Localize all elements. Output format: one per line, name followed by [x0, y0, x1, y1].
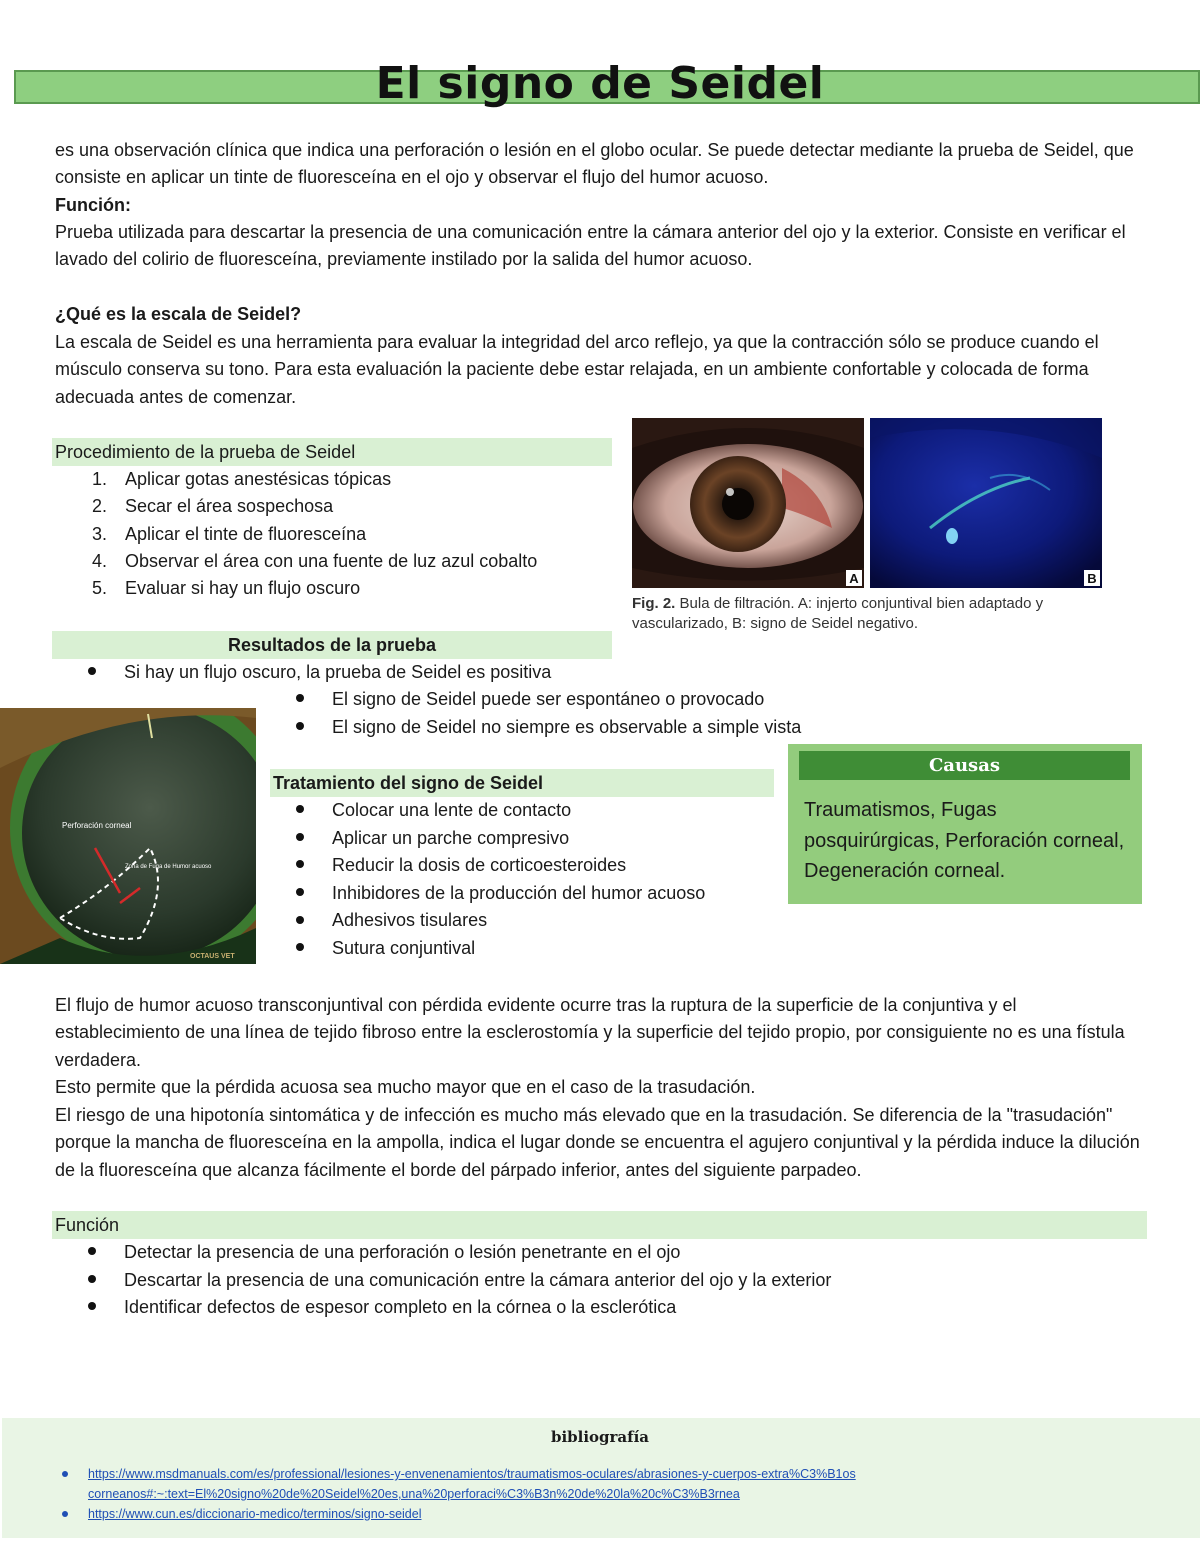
bullet-icon [296, 722, 304, 730]
perforacion-label: Perforación corneal [62, 821, 132, 830]
list-item: Sutura conjuntival [296, 935, 705, 963]
list-item: 1. Aplicar gotas anestésicas tópicas [91, 469, 392, 489]
list-item: 4. Observar el área con una fuente de luz azul cobalto [91, 550, 538, 571]
list-item: Reducir la dosis de corticoesteroides [296, 852, 705, 880]
eye-photo-b [870, 418, 1102, 588]
tratamiento-list [296, 797, 705, 963]
bullet-icon [88, 1302, 96, 1310]
funcion-paragraph: Prueba utilizada para descartar la presencia de una comunicación entre la cámara anterior del ojo y la exterior. Consiste en verificar el lavado del colirio de fluoresceína, previamente instilado por la salida del humor acuoso. [55, 222, 1126, 270]
list-item: Identificar defectos de espesor completo en la córnea o la esclerótica [88, 1294, 831, 1322]
funcion2-heading: Función [52, 1211, 1147, 1239]
funcion2-list [88, 1239, 831, 1322]
funcion-heading: Función: [55, 195, 131, 215]
bullet-icon [296, 888, 304, 896]
procedimiento-heading: Procedimiento de la prueba de Seidel [52, 438, 612, 466]
causas-heading: Causas [799, 751, 1130, 780]
biblio-link-2[interactable]: https://www.cun.es/diccionario-medico/terminos/signo-seidel [88, 1507, 422, 1521]
bibliografia-heading: bibliografía [550, 1428, 650, 1446]
bullet-icon [88, 1275, 96, 1283]
eye-closeup-photo [0, 708, 256, 964]
bullet-icon [296, 943, 304, 951]
fuga-label: Zona de Fuga de Humor acuoso [125, 864, 212, 870]
resultados-sublist [296, 686, 801, 741]
bullet-icon [62, 1471, 68, 1477]
figure-label-b: B [1087, 571, 1097, 586]
list-item: El signo de Seidel no siempre es observable a simple vista [296, 714, 801, 742]
figure-caption: Fig. 2. Bula de filtración. A: injerto conjuntival bien adaptado y vascularizado, B: signo de Seidel negativo. [632, 595, 1044, 632]
resultados-heading: Resultados de la prueba [52, 631, 612, 659]
list-item: 5. Evaluar si hay un flujo oscuro [91, 578, 361, 599]
eye-photo-a [632, 418, 864, 588]
page-title: El signo de Seidel [375, 58, 825, 109]
list-item: 2. Secar el área sospechosa [91, 496, 334, 517]
escala-paragraph: La escala de Seidel es una herramienta para evaluar la integridad del arco reflejo, ya que la contracción sólo se produce cuando el músculo conserva su tono. Para esta evaluación la paciente debe estar relajada, en un ambiente confortable y colocada de forma adecuada antes de comenzar. [55, 332, 1099, 407]
figure-label-a: A [849, 571, 859, 586]
list-item: Si hay un flujo oscuro, la prueba de Seidel es positiva [88, 659, 551, 687]
biblio-link-1[interactable]: https://www.msdmanuals.com/es/professional/lesiones-y-envenenamientos/traumatismos-oculares/abrasiones-y-cuerpos-extra%C3%B1os corneanos#:~:text=El%20signo%20de%20Seidel%20es,una%20perforaci%C3%B3n%20de%20la%20c%C3%B3rnea [88, 1467, 856, 1501]
bullet-icon [296, 694, 304, 702]
list-item: Detectar la presencia de una perforación o lesión penetrante en el ojo [88, 1239, 831, 1267]
bullet-icon [88, 1247, 96, 1255]
list-item: Adhesivos tisulares [296, 907, 705, 935]
bullet-icon [296, 860, 304, 868]
resultados-list [88, 659, 551, 687]
list-item: El signo de Seidel puede ser espontáneo o provocado [296, 686, 801, 714]
escala-heading: ¿Qué es la escala de Seidel? [55, 304, 302, 324]
body-paragraph-1: El flujo de humor acuoso transconjuntival con pérdida evidente ocurre tras la ruptura de la superficie de la conjuntiva y el establecimiento de una línea de tejido fibroso entre la esclerostomía y la superficie del tejido propio, por consiguiente no es una fístula verdadera. [55, 995, 1125, 1070]
list-item: Descartar la presencia de una comunicación entre la cámara anterior del ojo y la exterior [88, 1267, 831, 1295]
intro-paragraph: es una observación clínica que indica una perforación o lesión en el globo ocular. Se puede detectar mediante la prueba de Seidel, que consiste en aplicar un tinte de fluoresceína en el ojo y observar el flujo del humor acuoso. [55, 140, 1134, 188]
bullet-icon [296, 805, 304, 813]
tratamiento-heading: Tratamiento del signo de Seidel [270, 769, 774, 797]
watermark-logo: OCTAUS VET [190, 953, 235, 960]
body-paragraph-3: El riesgo de una hipotonía sintomática y de infección es mucho más elevado que en la trasudación. Se diferencia de la "trasudación" porque la mancha de fluoresceína en la ampolla, indica el lugar donde se encuentra el agujero conjuntival y la pérdida induce la dilución de la fluoresceína que alcanza fácilmente el borde del párpado inferior, antes del siguiente parpadeo. [55, 1105, 1140, 1180]
list-item: 3. Aplicar el tinte de fluoresceína [91, 523, 367, 544]
list-item: Colocar una lente de contacto [296, 797, 705, 825]
body-paragraph-2: Esto permite que la pérdida acuosa sea mucho mayor que en el caso de la trasudación. [55, 1077, 756, 1097]
bullet-icon [296, 833, 304, 841]
list-item: Aplicar un parche compresivo [296, 825, 705, 853]
bullet-icon [296, 916, 304, 924]
bullet-icon [88, 667, 96, 675]
procedimiento-list [55, 466, 537, 602]
bullet-icon [62, 1511, 68, 1517]
list-item: Inhibidores de la producción del humor acuoso [296, 880, 705, 908]
causas-text: Traumatismos, Fugas posquirúrgicas, Perforación corneal, Degeneración corneal. [804, 799, 1125, 882]
